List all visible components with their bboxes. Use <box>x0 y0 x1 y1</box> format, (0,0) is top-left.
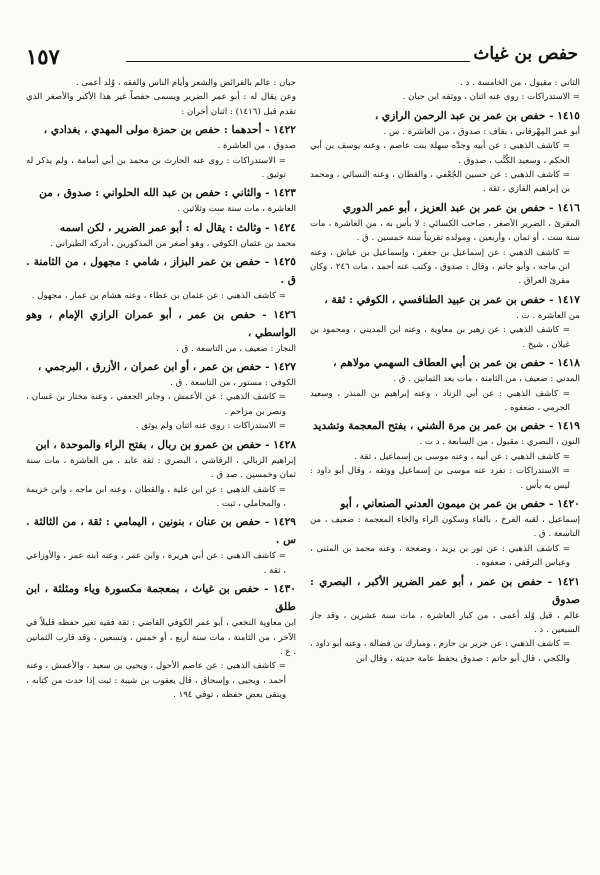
entry-heading: ١٤٣٠ - حفص بن غياث ، بمعجمة مكسورة وياء ومثلثة ، ابن طلق <box>26 583 296 614</box>
entry-text: العاشرة ، مات سنة ست وثلاثين . <box>177 204 296 215</box>
entry-note: = الاستدراكات : روى عنه اثنان ولم يوثق . <box>135 421 286 432</box>
entry <box>26 306 296 356</box>
entry-heading: ١٤٢٩ - حفص بن عنان ، بنونين ، اليمامي : ثقة ، من الثالثة . س . <box>26 516 296 547</box>
entry <box>310 573 580 667</box>
entry-text: المدني : ضعيف ، من الثامنة ، مات بعد الثمانين . ق . <box>393 374 580 385</box>
entry-heading: ١٤١٥ - حفص بن عمر بن عبد الرحمن الرازي ، <box>374 109 580 122</box>
entry-heading: ١٤١٩ - حفص بن عمر بن مرة الشني ، بفتح المعجمة وتشديد <box>312 420 580 433</box>
entry-heading: ١٤١٦ - حفص بن عمر بن عبد العزيز ، أبو عمر الدوري <box>342 201 580 214</box>
entry-text: من العاشرة . ت . <box>516 310 580 321</box>
entry <box>310 354 580 415</box>
page-number: ١٥٧ <box>26 44 60 69</box>
entry <box>310 291 580 352</box>
entry-text: أبو عمر المِهْرقاني ، بقاف : صدوق ، من العاشرة . س . <box>383 126 580 137</box>
running-title: حفص بن غياث <box>473 44 578 64</box>
continuation-line: حبان : عالم بالفرائض والشعر وأيام الناس والفقه ، وُلد أعمى . <box>75 78 296 88</box>
entry <box>26 513 296 578</box>
entry-heading: ١٤٢٥ - حفص بن عمر البزاز ، شامي : مجهول ، من الثامنة . ق . <box>26 256 296 287</box>
entry-note: = الاستدراكات : تفرد عنه موسى بن إسماعيل ووثقه ، وقال أبو داود : ليس به بأس . <box>310 466 570 491</box>
continuation-line: وعن يقال له : أبو عمر الضرير ويسمى حفصاً غير هذا الأكبر والأصغر الذي تقدم قبل (١٤١٦) : اثنان أخران : <box>26 92 296 117</box>
right-column <box>310 76 580 861</box>
entry-note: = كاشف الذهبي : عن جرير بن حازم ، ومبارك بن فضالة ، وعنه أبو داود ، والكجي ، قال أبو حاتم : صدوق يحفظ عامة حديثه ، وقال ابن <box>310 639 570 664</box>
entry-text: الكوفي : مستور ، من التاسعة . ق . <box>170 378 296 389</box>
entry-heading: ١٤١٨ - حفص بن عمر بن أبي العطاف السهمي مولاهم ، <box>333 357 580 370</box>
entry-note: = كاشف الذهبي : عن ثور بن يزيد ، وضعجة ، وعنه محمد بن المثنى ، وعباس الترقفي ، ضعفوه . <box>310 543 570 569</box>
entry <box>26 436 296 512</box>
entry-text: النجار : ضعيف ، من التاسعة . ق . <box>176 343 296 354</box>
entry-heading: ١٤٢٨ - حفص بن عمرو بن ربال ، بفتح الراء والموحدة ، ابن <box>35 438 296 451</box>
entry-heading: ١٤٢١ - حفص بن عمر ، أبو عمر الضرير الأكبر ، البصري : صدوق <box>310 575 580 606</box>
entry-text: ابن معاوية النخعي ، أبو عمر الكوفي القاضي : ثقة فقيه تغير حفظه قليلاً في الآخر ، من الثامنة ، مات سنة أربع ، أو خمس ، وتسعين ، وقد قارب الثمانين . ع . <box>26 618 296 657</box>
entry <box>310 417 580 493</box>
entry-text: النون ، البصري : مقبول ، من السابعة . د ت . <box>419 437 580 448</box>
entry-note: = كاشف الذهبي : عن زهير بن معاوية ، وعنه ابن المديني ، ومحمود بن غيلان ، شيخ . <box>310 325 570 350</box>
entry <box>26 580 296 702</box>
entry-heading: ١٤٢٣ - والثاني : حفص بن عبد الله الحلواني : صدوق ، من <box>39 187 296 200</box>
entry-heading: ١٤٢٠ - حفص بن عمر بن ميمون العدني الصنعاني ، أبو <box>340 497 580 510</box>
entry <box>26 121 296 182</box>
entry-note: = كاشف الذهبي : عن أبيه ، وعنه موسى بن إسماعيل ، ثقة . <box>354 451 570 462</box>
entry-text: صدوق ، من العاشرة . <box>217 141 296 152</box>
entry-note: = كاشف الذهبي : عن حسين الجُعْفي ، والقطان ، وعنه النسائي ، ومحمد بن إبراهيم الفازي ، ثقة . <box>310 170 570 195</box>
entry-note: = كاشف الذهبي : عن أبي هريرة ، وابن عمر ، وعنه ابنه عمر ، والأوزاعي ، ثقة . <box>26 551 286 576</box>
entry-heading: ١٤٢٢ - أحدهما : حفص بن حمزة مولى المهدي ، بغدادي ، <box>43 124 296 137</box>
entry <box>310 107 580 197</box>
entry <box>26 184 296 216</box>
entry <box>26 253 296 303</box>
entry <box>310 495 580 571</box>
entry-note: = كاشف الذهبي : عن الأعمش ، وجابر الجعفي ، وعنه مختار بن غسان ، ونصر بن مزاحم . <box>26 392 286 417</box>
entry-note: = الاستدراكات : روى عنه الحارث بن محمد بن أبي أسامة ، ولم يذكر له توثيق . <box>26 155 286 181</box>
entry-heading: ١٤٢٧ - حفص بن عمر ، أو ابن عمران ، الأزرق ، البرجمي ، <box>37 361 296 374</box>
entry <box>26 219 296 251</box>
entry-heading: ١٤١٧ - حفص بن عمر بن عبيد الطنافسي ، الكوفي : ثقة ، <box>324 293 580 306</box>
left-column <box>26 76 296 861</box>
continuation-line: = الاستدراكات : روى عنه اثنان ، ووثقه ابن حبان . <box>402 92 580 103</box>
entry-note: = كاشف الذهبي : عن عثمان بن عطاء ، وعنه هشام بن عمار ، مجهول . <box>31 291 286 302</box>
continuation-line: الثاني : مقبول ، من الخامسة . د . <box>459 78 580 88</box>
entry <box>26 358 296 434</box>
entry-note: = كاشف الذهبي : عن عاصم الأحول ، ويحيى بن سعيد ، والأعمش ، وعنه أحمد ، ويحيى ، وإسحاق ، قال يعقوب بن شيبة : ثبت إذا حدث من كتابه ، ويتقى بعض حفظه ، توفي ١٩٤ . <box>26 661 286 701</box>
entry-note: = كاشف الذهبي : عن أبي الزناد ، وعنه إبراهيم بن المنذر ، وسعيد الجرمي ، ضعفوه . <box>310 388 570 413</box>
header-rule <box>126 61 470 62</box>
entry-text: محمد بن عثمان الكوفي ، وهو أصغر من المذكورين ، أدركه الطبراني . <box>49 238 296 249</box>
entry-text: إبراهيم الربالي ، الرقاشي ، البصري : ثقة عابد ، من العاشرة ، مات سنة ثمان وخمسين . صد ق . <box>26 455 296 481</box>
entry-text: المقرئ ، الضرير الأصغر ، صاحب الكسائي : لا بأس به ، من العاشرة ، مات سنة ست ، أو ثمان ، وأربعين ، ومولده تقريباً سنة خمسين . ق . <box>310 218 580 244</box>
entry-note: = كاشف الذهبي : عن إسماعيل بن جعفر ، وإسماعيل بن عياش ، وعنه ابن ماجه ، وأبو حاتم ، وقال : صدوق ، وكتب عنه أحمد ، مات ٢٤٦ ، وكان مقرئ العراق . <box>310 247 570 287</box>
entry-heading: ١٤٢٤ - وثالث : يقال له : أبو عمر الضرير ، لكن اسمه <box>59 221 296 234</box>
entry-text: عالم ، قيل وُلد أعمى ، من كبار العاشرة ، مات سنة عشرين ، وقد جاز السبعين . د . <box>310 610 580 635</box>
entry-note: = كاشف الذهبي : عن أبيه وجدِّه سهلة بنت عاصم ، وعنه يوسف بن أبي الحكم ، وسعيد الكُتَّب ، صدوق . <box>310 141 570 166</box>
page-header <box>26 44 578 72</box>
entry-heading: ١٤٢٦ - حفص بن عمر ، أبو عمران الرازي الإمام ، وهو الواسطي ، <box>26 308 296 339</box>
entry-text: إسماعيل ، لقبه الفرخ ، بالفاء وسكون الراء والخاء المعجمة : ضعيف ، من التاسعة . ق . <box>310 514 580 540</box>
entry-note: = كاشف الذهبي : عن ابن علية ، والقطان ، وعنه ابن ماجه ، وابن خزيمة ، والمحاملي ، ثبت . <box>26 484 286 509</box>
entry <box>310 199 580 289</box>
